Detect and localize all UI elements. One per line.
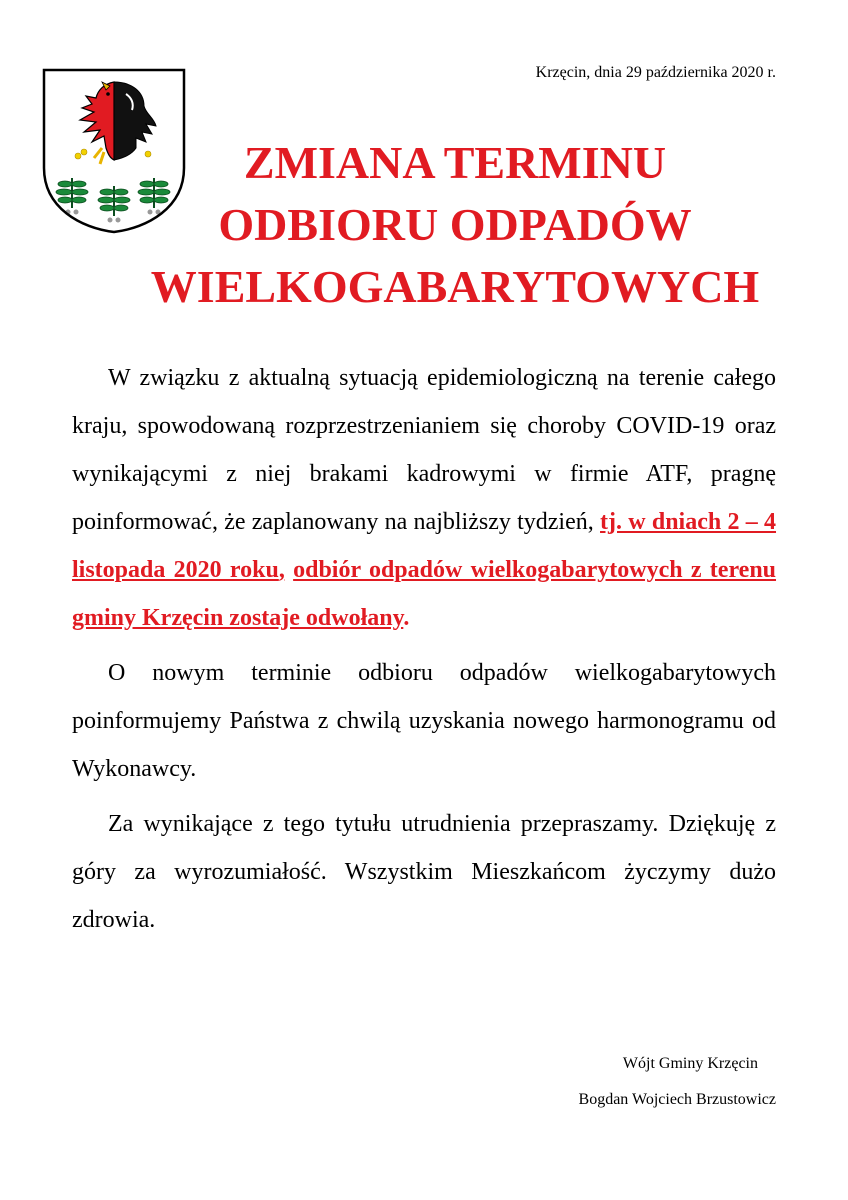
highlight-cancellation: odbiór odpadów wielkogabarytowych z terenu gminy Krzęcin zostaje odwołany bbox=[72, 557, 777, 631]
paragraph-2: O nowym terminie odbioru odpadów wielkogabarytowych poinformujemy Państwa z chwilą uzyskania nowego harmonogramu od Wykonawcy. bbox=[72, 660, 776, 782]
paragraph-3: Za wynikające z tego tytułu utrudnienia przepraszamy. Dziękuję z góry za wyrozumiałość. Wszystkim Mieszkańcom życzymy dużo zdrowia. bbox=[72, 811, 776, 933]
title-line-2: ODBIORU ODPADÓW bbox=[218, 199, 692, 250]
document-title bbox=[120, 132, 790, 318]
highlight-dates: tj. w dniach 2 – 4 listopada 2020 roku bbox=[72, 509, 777, 583]
title-line-3: WIELKOGABARYTOWYCH bbox=[150, 261, 760, 312]
date-line: Krzęcin, dnia 29 października 2020 r. bbox=[535, 64, 776, 81]
signature-role: Wójt Gminy Krzęcin bbox=[622, 1055, 758, 1072]
signature-block bbox=[579, 1046, 776, 1118]
document-body bbox=[72, 354, 776, 951]
highlight-comma: , bbox=[278, 557, 285, 583]
signature-name: Bogdan Wojciech Brzustowicz bbox=[578, 1091, 776, 1108]
paragraph-1 bbox=[72, 354, 776, 642]
paragraph-1-text: W związku z aktualną sytuacją epidemiologiczną na terenie całego kraju, spowodowaną rozprzestrzenianiem się choroby COVID-19 oraz wynikającymi z niej brakami kadrowymi w firmie ATF, pragnę poinformować, że zaplanowany na najbliższy tydzień, bbox=[72, 365, 776, 535]
highlight-period: . bbox=[403, 605, 410, 631]
title-line-1: ZMIANA TERMINU bbox=[243, 137, 667, 188]
